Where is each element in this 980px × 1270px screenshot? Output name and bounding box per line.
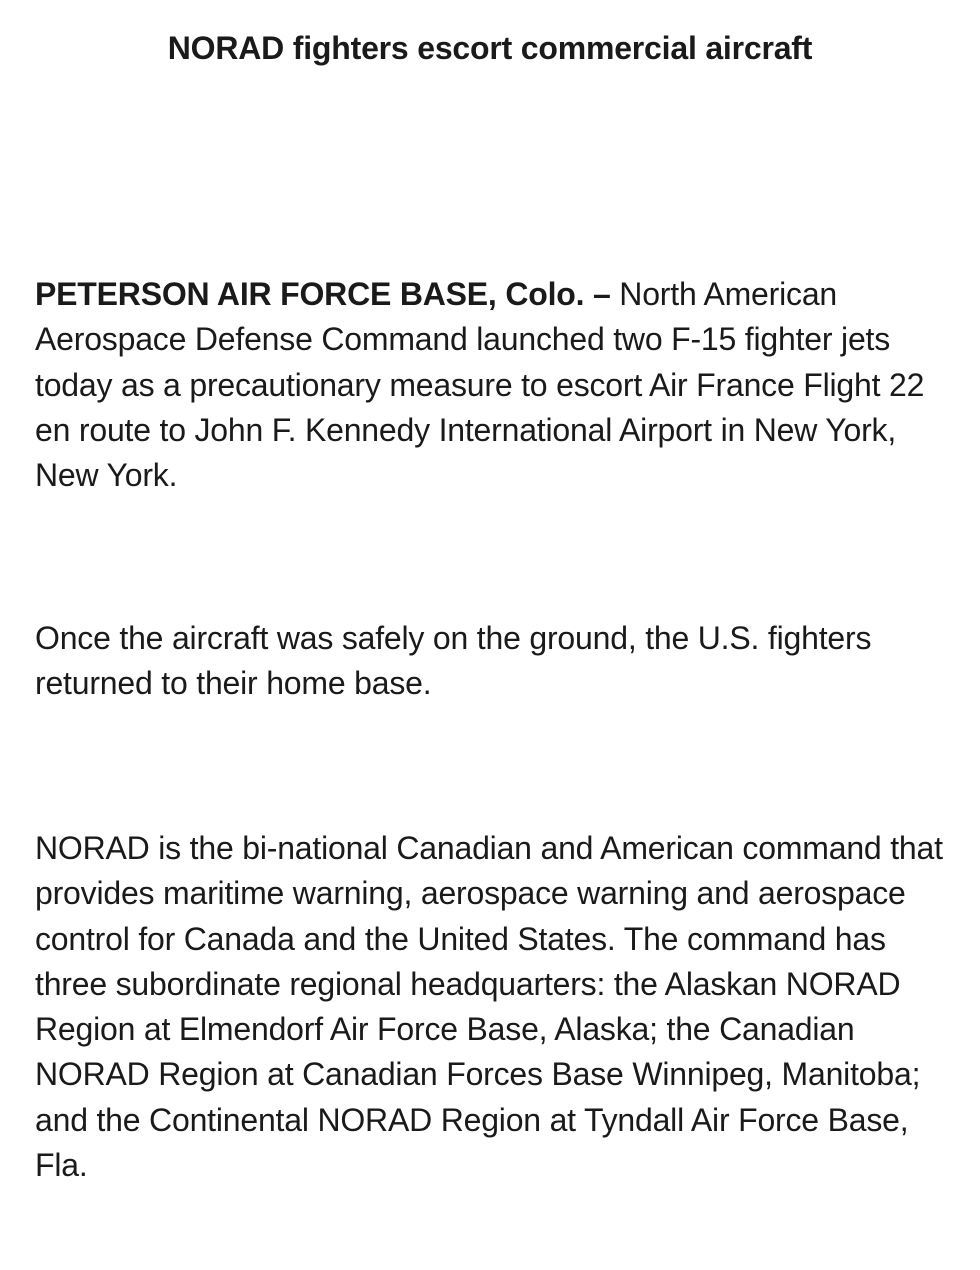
article-title: NORAD fighters escort commercial aircraft: [167, 30, 813, 66]
paragraph-1-body: North American Aerospace Defense Command launched two F-15 fighter jets today as a precautionary measure to escort Air France Flight 22 en route to John F. Kennedy International Airport in New York, New York.: [35, 276, 925, 494]
article-paragraph-1: [35, 272, 955, 498]
article-paragraph-2: Once the aircraft was safely on the ground, the U.S. fighters returned to their home base.: [35, 620, 872, 702]
dateline: PETERSON AIR FORCE BASE, Colo. –: [35, 276, 611, 312]
article-paragraph-3: NORAD is the bi-national Canadian and American command that provides maritime warning, aerospace warning and aerospace control for Canada and the United States. The command has three subordinate regional headquarters: the Alaskan NORAD Region at Elmendorf Air Force Base, Alaska; the Canadian NORAD Region at Canadian Forces Base Winnipeg, Manitoba; and the Continental NORAD Region at Tyndall Air Force Base, Fla.: [35, 830, 943, 1184]
